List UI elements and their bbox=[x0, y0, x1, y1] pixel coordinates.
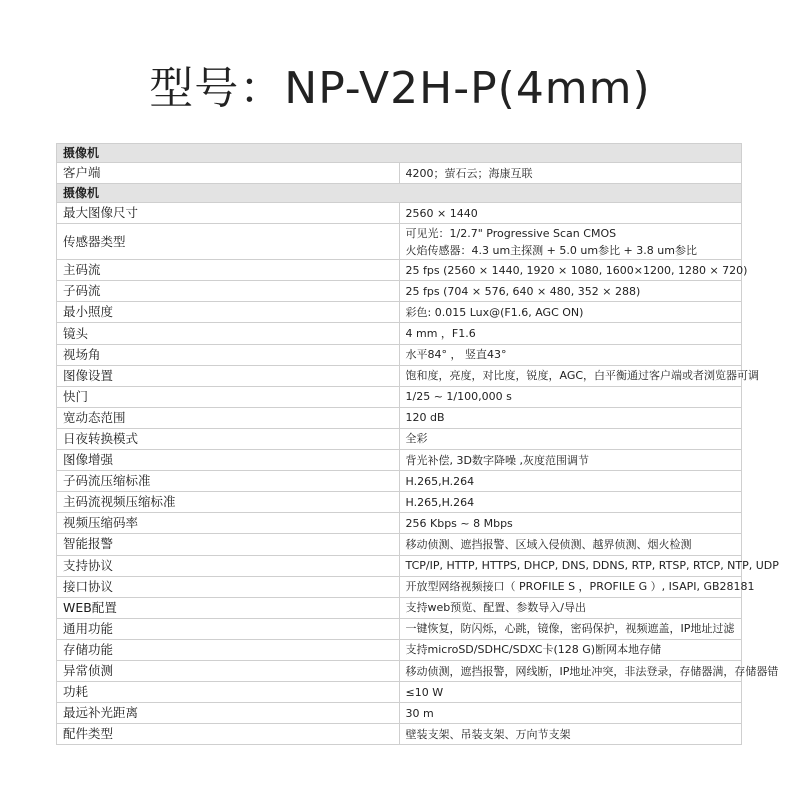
spec-value-line: 火焰传感器：4.3 um主探测 + 5.0 um参比 + 3.8 um参比 bbox=[405, 243, 697, 257]
spec-row bbox=[57, 281, 742, 302]
spec-value bbox=[399, 576, 755, 597]
spec-value-line: 256 Kbps ~ 8 Mbps bbox=[405, 516, 513, 530]
spec-value-line: 全彩 bbox=[405, 432, 428, 446]
spec-key: 客户端 bbox=[57, 163, 400, 184]
spec-row bbox=[57, 163, 742, 184]
spec-value bbox=[399, 513, 742, 534]
spec-value-line: 25 fps (704 × 576, 640 × 480, 352 × 288) bbox=[405, 284, 641, 298]
spec-key: 视场角 bbox=[57, 344, 400, 365]
spec-row bbox=[57, 534, 742, 555]
spec-value bbox=[399, 618, 742, 639]
spec-row bbox=[57, 224, 742, 260]
spec-key: 主码流 bbox=[57, 260, 400, 281]
spec-value bbox=[399, 224, 742, 260]
spec-value bbox=[399, 407, 742, 428]
spec-key: 镜头 bbox=[57, 323, 400, 344]
spec-row bbox=[57, 407, 742, 428]
spec-value-line: 1/25 ~ 1/100,000 s bbox=[405, 390, 512, 404]
spec-value-line: H.265,H.264 bbox=[405, 474, 475, 488]
spec-value-line: ≤10 W bbox=[405, 685, 444, 699]
spec-row bbox=[57, 344, 742, 365]
spec-key: 支持协议 bbox=[57, 555, 400, 576]
spec-value bbox=[399, 344, 742, 365]
section-header-row bbox=[57, 184, 742, 203]
spec-value bbox=[399, 703, 742, 724]
spec-value bbox=[399, 471, 742, 492]
spec-row bbox=[57, 386, 742, 407]
section-header-label: 摄像机 bbox=[57, 144, 742, 163]
spec-row bbox=[57, 597, 742, 618]
spec-value bbox=[399, 386, 742, 407]
spec-value bbox=[399, 323, 742, 344]
spec-value bbox=[399, 534, 742, 555]
spec-value bbox=[399, 450, 742, 471]
section-header-label: 摄像机 bbox=[57, 184, 742, 203]
spec-key: 日夜转换模式 bbox=[57, 428, 400, 449]
spec-value-line: H.265,H.264 bbox=[405, 495, 475, 509]
spec-value-line: 移动侦测，遮挡报警，网线断，IP地址冲突，非法登录，存储器满，存储器错 bbox=[405, 664, 779, 678]
spec-value-line: 水平84° ， 竖直43° bbox=[405, 348, 507, 362]
spec-row bbox=[57, 471, 742, 492]
spec-value bbox=[399, 365, 760, 386]
spec-table-body bbox=[57, 144, 779, 745]
spec-value-line: 4 mm ，F1.6 bbox=[405, 327, 476, 341]
spec-row bbox=[57, 428, 742, 449]
spec-value-line: 开放型网络视频接口（ PROFILE S ，PROFILE G ）, ISAPI, GB28181 bbox=[405, 580, 755, 594]
spec-row bbox=[57, 724, 742, 745]
spec-value bbox=[399, 428, 742, 449]
spec-key: 子码流压缩标准 bbox=[57, 471, 400, 492]
spec-row bbox=[57, 703, 742, 724]
spec-value bbox=[399, 492, 742, 513]
page-title: 型号：NP-V2H-P(4mm) bbox=[149, 63, 651, 114]
spec-key: 最大图像尺寸 bbox=[57, 203, 400, 224]
section-header-row bbox=[57, 144, 742, 163]
spec-key: 最远补光距离 bbox=[57, 703, 400, 724]
spec-row bbox=[57, 450, 742, 471]
spec-value bbox=[399, 203, 742, 224]
spec-key: 通用功能 bbox=[57, 618, 400, 639]
spec-value-line: 一键恢复，防闪烁，心跳，镜像，密码保护，视频遮盖，IP地址过滤 bbox=[405, 622, 735, 636]
spec-row bbox=[57, 618, 742, 639]
spec-key: 传感器类型 bbox=[57, 224, 400, 260]
spec-value-line: TCP/IP, HTTP, HTTPS, DHCP, DNS, DDNS, RTP, RTSP, RTCP, NTP, UDP bbox=[405, 559, 779, 573]
spec-row bbox=[57, 203, 742, 224]
spec-value bbox=[399, 260, 748, 281]
spec-row bbox=[57, 492, 742, 513]
spec-value bbox=[399, 639, 742, 660]
spec-key: WEB配置 bbox=[57, 597, 400, 618]
spec-value-line: 30 m bbox=[405, 706, 434, 720]
spec-value-line: 彩色: 0.015 Lux@(F1.6, AGC ON) bbox=[405, 305, 584, 319]
spec-key: 功耗 bbox=[57, 682, 400, 703]
spec-table bbox=[56, 143, 779, 745]
spec-value bbox=[399, 682, 742, 703]
spec-value bbox=[399, 597, 742, 618]
spec-value-line: 支持web预览、配置、参数导入/导出 bbox=[405, 601, 586, 615]
spec-row bbox=[57, 576, 742, 597]
spec-value-line: 移动侦测、遮挡报警、区域入侵侦测、越界侦测、烟火检测 bbox=[405, 537, 692, 551]
spec-key: 智能报警 bbox=[57, 534, 400, 555]
spec-value bbox=[399, 724, 742, 745]
spec-value-line: 饱和度，亮度，对比度，锐度，AGC，白平衡通过客户端或者浏览器可调 bbox=[405, 369, 760, 383]
spec-key: 图像增强 bbox=[57, 450, 400, 471]
spec-key: 视频压缩码率 bbox=[57, 513, 400, 534]
spec-value-line: 4200；萤石云；海康互联 bbox=[405, 166, 533, 180]
spec-row bbox=[57, 639, 742, 660]
spec-key: 图像设置 bbox=[57, 365, 400, 386]
spec-value bbox=[399, 163, 742, 184]
spec-key: 最小照度 bbox=[57, 302, 400, 323]
spec-key: 配件类型 bbox=[57, 724, 400, 745]
spec-row bbox=[57, 660, 742, 681]
spec-row bbox=[57, 302, 742, 323]
spec-key: 快门 bbox=[57, 386, 400, 407]
spec-key: 异常侦测 bbox=[57, 660, 400, 681]
spec-row bbox=[57, 555, 742, 576]
spec-value-line: 可见光：1/2.7" Progressive Scan CMOS bbox=[405, 226, 617, 240]
spec-value-line: 25 fps (2560 × 1440, 1920 × 1080, 1600×1200, 1280 × 720) bbox=[405, 263, 748, 277]
spec-value bbox=[399, 302, 742, 323]
spec-row bbox=[57, 323, 742, 344]
spec-row bbox=[57, 682, 742, 703]
spec-value-line: 背光补偿, 3D数字降噪 ,灰度范围调节 bbox=[405, 453, 589, 467]
spec-value-line: 120 dB bbox=[405, 411, 445, 425]
spec-row bbox=[57, 365, 742, 386]
spec-key: 接口协议 bbox=[57, 576, 400, 597]
spec-key: 子码流 bbox=[57, 281, 400, 302]
spec-key: 主码流视频压缩标准 bbox=[57, 492, 400, 513]
spec-value bbox=[399, 281, 742, 302]
spec-value-line: 壁装支架、吊装支架、万向节支架 bbox=[405, 727, 571, 741]
spec-value bbox=[399, 555, 779, 576]
spec-value bbox=[399, 660, 779, 681]
spec-value-line: 支持microSD/SDHC/SDXC卡(128 G)断网本地存储 bbox=[405, 643, 662, 657]
spec-row bbox=[57, 260, 742, 281]
spec-key: 宽动态范围 bbox=[57, 407, 400, 428]
spec-row bbox=[57, 513, 742, 534]
spec-key: 存储功能 bbox=[57, 639, 400, 660]
spec-value-line: 2560 × 1440 bbox=[405, 206, 478, 220]
